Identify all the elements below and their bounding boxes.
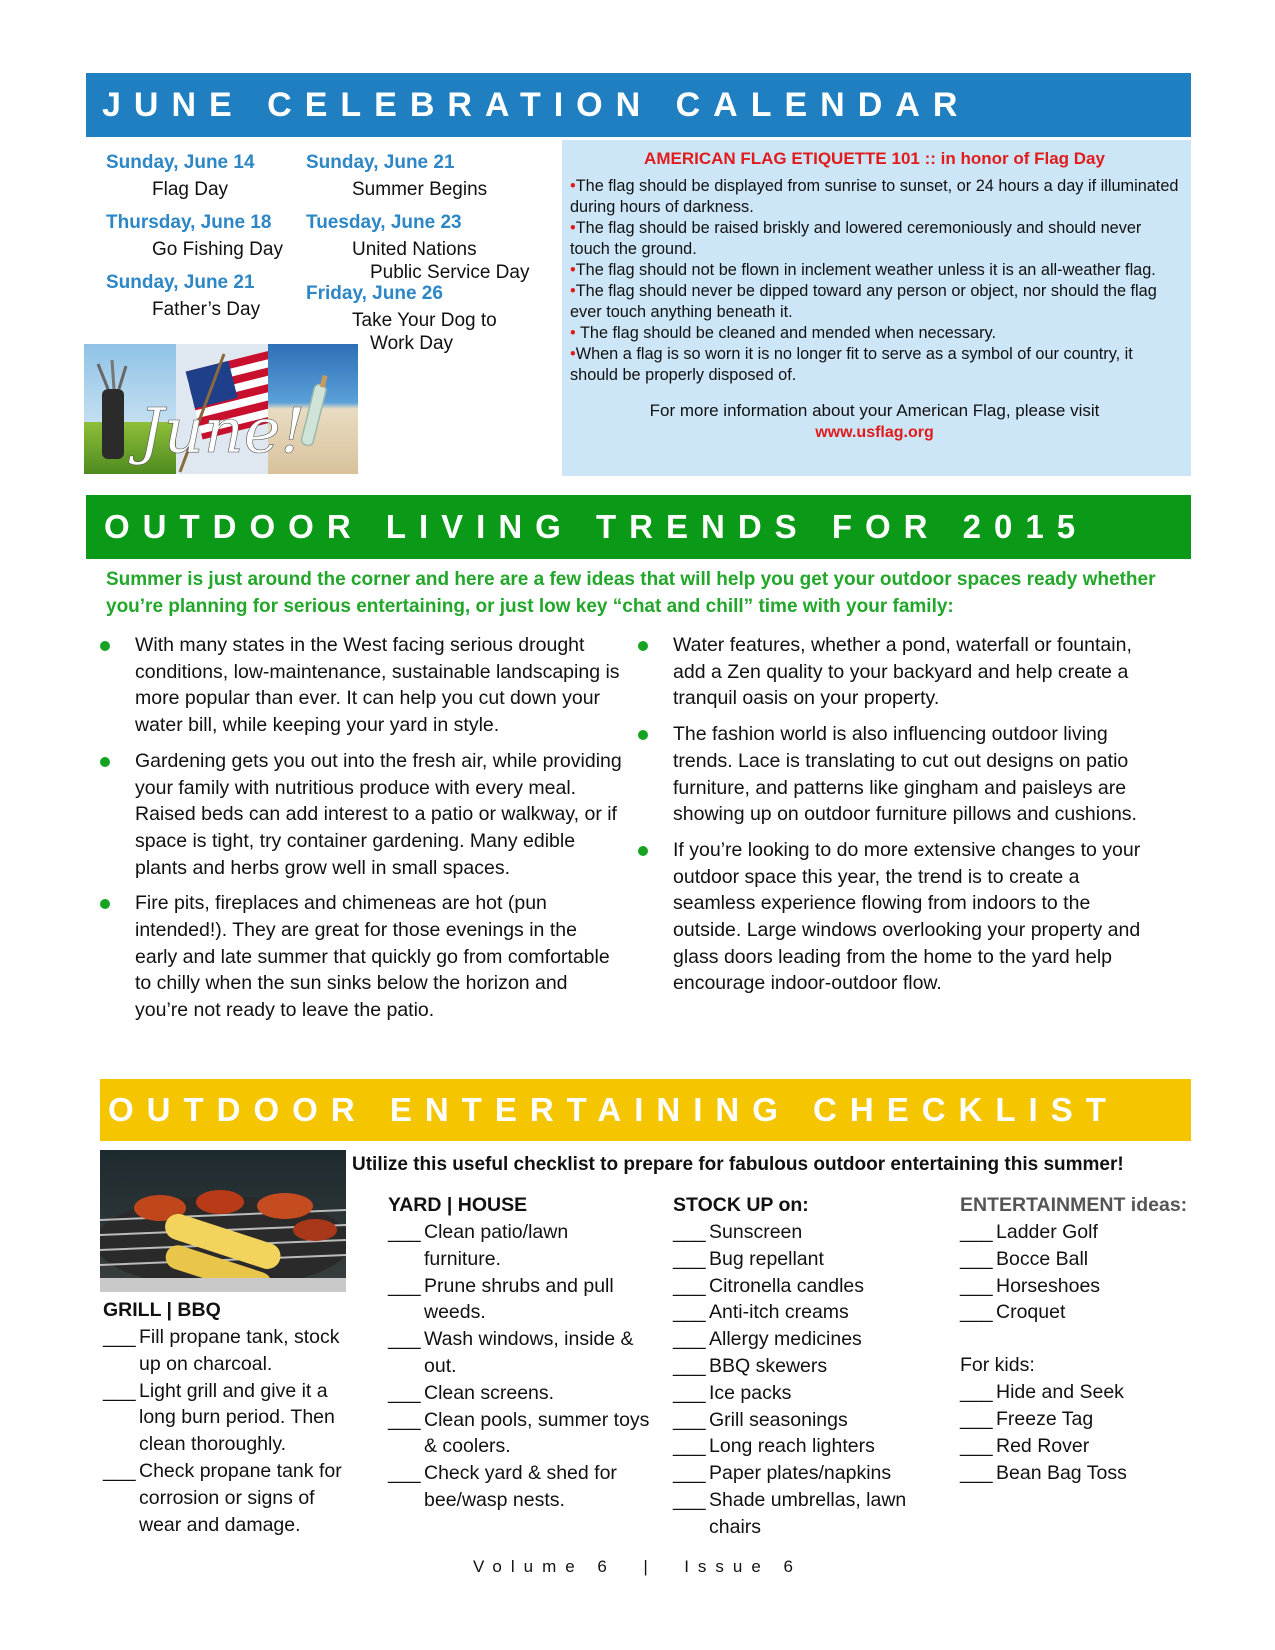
grill-image xyxy=(100,1150,346,1292)
trend-item: Gardening gets you out into the fresh air, while providing your family with nutritious produce with every meal. Raised beds can add interest to a patio or walkway, or if space is tight, try container gardening. Many edible plants and herbs grow well in small spaces. xyxy=(104,748,624,882)
event-name: Go Fishing Day xyxy=(152,239,283,260)
checklist-item[interactable]: ___ Ladder Golf xyxy=(960,1221,1098,1243)
stock-checklist xyxy=(673,1192,935,1541)
checklist-item[interactable]: ___ Bean Bag Toss xyxy=(960,1461,1127,1484)
trend-item: If you’re looking to do more extensive changes to your outdoor space this year, the trend is to create a seamless experience flowing from indoors to the outside. Large windows overlooking your property and glass doors leading from the home to the yard help encourage indoor-outdoor flow. xyxy=(642,837,1162,997)
trends-right-column xyxy=(642,632,1162,1006)
checklist-item[interactable]: ___ Shade umbrellas, lawn chairs xyxy=(673,1488,907,1538)
checklist-item[interactable]: ___ BBQ skewers xyxy=(673,1354,828,1377)
etiquette-item: •The flag should not be flown in inclement weather unless it is an all-weather flag. xyxy=(570,261,1156,279)
outdoor-living-heading: OUTDOOR LIVING TRENDS FOR 2015 xyxy=(86,495,1191,559)
page-footer: Volume 6 | Issue 6 xyxy=(473,1557,802,1576)
trend-item: Fire pits, fireplaces and chimeneas are hot (pun intended!). They are great for those evenings in the early and late summer that quickly go from comfortable to chilly when the sun sinks below the horizon and you’re not ready to leave the patio. xyxy=(104,890,624,1024)
etiquette-title: AMERICAN FLAG ETIQUETTE 101 :: in honor of Flag Day xyxy=(644,149,1105,168)
bullet-icon xyxy=(100,899,110,909)
checklist-item[interactable]: ___ Clean patio/lawn furniture. xyxy=(388,1221,569,1270)
kids-heading: For kids: xyxy=(960,1354,1035,1377)
june-script-text: June! xyxy=(139,394,306,467)
flag-etiquette-panel xyxy=(562,140,1191,476)
checklist-item[interactable]: ___ Prune shrubs and pull weeds. xyxy=(388,1274,614,1324)
stock-heading: STOCK UP on: xyxy=(673,1194,809,1216)
checklist-item[interactable]: ___ Anti-itch creams xyxy=(673,1301,849,1324)
etiquette-item: •The flag should be displayed from sunrise to sunset, or 24 hours a day if illuminated during hours of darkness. xyxy=(570,177,1179,216)
checklist-item[interactable]: ___ Bocce Ball xyxy=(960,1247,1089,1270)
checklist-item[interactable]: ___ Allergy medicines xyxy=(673,1328,862,1351)
checklist-heading: OUTDOOR ENTERTAINING CHECKLIST xyxy=(100,1079,1191,1141)
bullet-icon xyxy=(638,641,648,651)
entertainment-checklist xyxy=(960,1192,1190,1486)
event-name: Summer Begins xyxy=(352,179,488,200)
trend-item: With many states in the West facing serious drought conditions, low-maintenance, sustainable landscaping is more popular than ever. It can help you cut down your water bill, while keeping your yard in style. xyxy=(104,632,624,739)
checklist-item[interactable]: ___ Red Rover xyxy=(960,1434,1090,1457)
event-name: Father’s Day xyxy=(152,299,261,320)
grill-checklist xyxy=(103,1297,353,1538)
bullet-icon xyxy=(100,757,110,767)
grill-heading: GRILL | BBQ xyxy=(103,1299,221,1321)
event-date: Sunday, June 14 xyxy=(106,152,255,173)
checklist-intro: Utilize this useful checklist to prepare for fabulous outdoor entertaining this summer! xyxy=(352,1154,1124,1175)
bullet-icon xyxy=(638,730,648,740)
checklist-item[interactable]: ___ Wash windows, inside & out. xyxy=(388,1328,634,1377)
event-name: Take Your Dog to xyxy=(352,310,497,331)
event-date: Sunday, June 21 xyxy=(106,272,255,293)
june-collage-image xyxy=(84,344,358,474)
checklist-item[interactable]: ___ Grill seasonings xyxy=(673,1408,848,1431)
checklist-item[interactable]: ___ Clean screens. xyxy=(388,1381,555,1404)
checklist-item[interactable]: ___ Sunscreen xyxy=(673,1221,803,1243)
event-name-cont: Public Service Day xyxy=(370,262,530,283)
event-date: Friday, June 26 xyxy=(306,283,443,304)
checklist-item[interactable]: ___ Ice packs xyxy=(673,1381,792,1404)
entertainment-heading: ENTERTAINMENT ideas: xyxy=(960,1194,1188,1216)
bullet-icon xyxy=(638,846,648,856)
checklist-item[interactable]: ___ Croquet xyxy=(960,1301,1066,1324)
usflag-link[interactable]: www.usflag.org xyxy=(815,424,934,441)
event-name: United Nations xyxy=(352,239,477,260)
outdoor-living-intro: Summer is just around the corner and here are a few ideas that will help you get your outdoor spaces ready whether you’re planning for serious entertaining, or just low key “chat and chill” time with your family: xyxy=(106,569,1156,617)
bullet-icon xyxy=(100,641,110,651)
checklist-item[interactable]: ___ Light grill and give it a long burn period. Then clean thoroughly. xyxy=(103,1379,335,1456)
checklist-item[interactable]: ___ Clean pools, summer toys & coolers. xyxy=(388,1408,650,1458)
etiquette-item: •When a flag is so worn it is no longer fit to serve as a symbol of our country, it should be properly disposed of. xyxy=(570,345,1133,384)
checklist-item[interactable]: ___ Fill propane tank, stock up on charcoal. xyxy=(103,1326,340,1375)
event-name-cont: Work Day xyxy=(370,333,454,354)
etiquette-item: •The flag should never be dipped toward any person or object, nor should the flag ever touch anything beneath it. xyxy=(570,282,1157,321)
trends-left-column xyxy=(104,632,624,1033)
checklist-item[interactable]: ___ Citronella candles xyxy=(673,1274,865,1297)
checklist-item[interactable]: ___ Check yard & shed for bee/wasp nests. xyxy=(388,1462,617,1511)
etiquette-item: •The flag should be raised briskly and lowered ceremoniously and should never touch the ground. xyxy=(570,219,1142,258)
etiquette-footer: For more information about your American Flag, please visit xyxy=(649,401,1100,420)
june-calendar-heading: JUNE CELEBRATION CALENDAR xyxy=(86,73,1191,137)
trend-item: The fashion world is also influencing outdoor living trends. Lace is translating to cut out designs on patio furniture, and patterns like gingham and paisleys are showing up on outdoor furniture pillows and cushions. xyxy=(642,721,1162,828)
checklist-item[interactable]: ___ Hide and Seek xyxy=(960,1381,1124,1404)
yard-heading: YARD | HOUSE xyxy=(388,1194,528,1216)
checklist-item[interactable]: ___ Bug repellant xyxy=(673,1247,824,1270)
event-date: Sunday, June 21 xyxy=(306,152,455,173)
checklist-item[interactable]: ___ Freeze Tag xyxy=(960,1407,1094,1430)
checklist-item[interactable]: ___ Horseshoes xyxy=(960,1274,1101,1297)
yard-checklist xyxy=(388,1192,650,1514)
event-date: Tuesday, June 23 xyxy=(306,212,462,233)
checklist-item[interactable]: ___ Check propane tank for corrosion or signs of wear and damage. xyxy=(103,1459,342,1536)
trend-item: Water features, whether a pond, waterfall or fountain, add a Zen quality to your backyard and help create a tranquil oasis on your property. xyxy=(642,632,1162,712)
checklist-item[interactable]: ___ Long reach lighters xyxy=(673,1435,875,1458)
checklist-item[interactable]: ___ Paper plates/napkins xyxy=(673,1462,892,1485)
event-name: Flag Day xyxy=(152,179,229,200)
etiquette-item: • The flag should be cleaned and mended when necessary. xyxy=(570,324,996,342)
event-date: Thursday, June 18 xyxy=(106,212,272,233)
